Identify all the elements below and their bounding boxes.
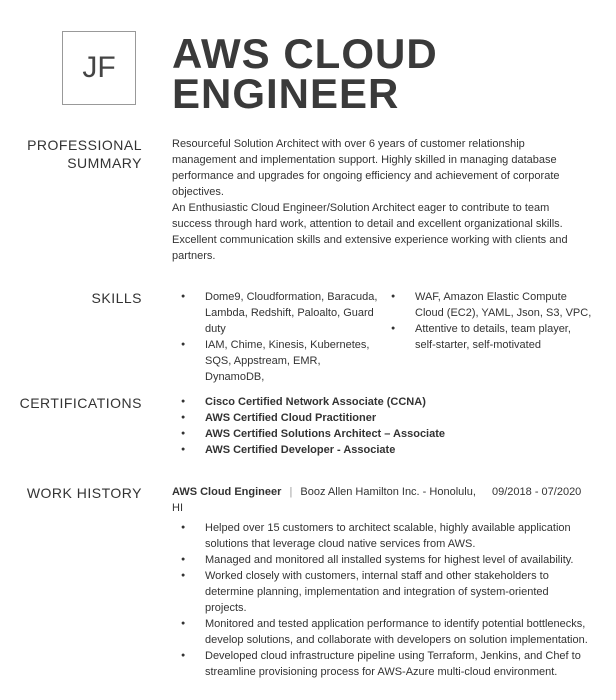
certifications-heading: CERTIFICATIONS (19, 395, 142, 411)
certification-item: ● Cisco Certified Network Associate (CCNA) (172, 394, 592, 410)
certification-item: ● AWS Certified Developer - Associate (172, 442, 592, 458)
certifications-list (172, 394, 592, 458)
skills-list (172, 289, 592, 385)
job-title: AWS Cloud Engineer (172, 486, 282, 498)
certification-item: ● AWS Certified Solutions Architect – Associate (172, 426, 592, 442)
skill-item: ● IAM, Chime, Kinesis, Kubernetes, SQS, Appstream, EMR, DynamoDB, (172, 337, 382, 385)
summary-heading-line-2: SUMMARY (67, 155, 142, 171)
job-bullet: ● Worked closely with customers, internal staff and other stakeholders to determine planning, implementation and integration of system-oriented projects. (172, 568, 592, 616)
title-line-1: AWS CLOUD (172, 30, 438, 77)
summary-paragraph: Resourceful Solution Architect with over 6 years of customer relationship management and implementation support. Highly skilled in managing database performance and upgrades for ongoing efficiency and achievement of corporate objectives. (172, 138, 560, 198)
summary-paragraph: An Enthusiastic Cloud Engineer/Solution Architect eager to contribute to team success through hard work, attention to detail and excellent organizational skills. Excellent communication skills and extensive experience working with clients and partners. (172, 202, 568, 262)
job-company: Booz Allen Hamilton Inc. - Honolulu, HI (172, 486, 476, 514)
job-bullet: ● Helped over 15 customers to architect scalable, highly available application solutions that leverage cloud native services from AWS. (172, 520, 592, 552)
job-dates: 09/2018 - 07/2020 (492, 486, 582, 498)
summary-heading-line-1: PROFESSIONAL (27, 137, 142, 153)
job-bullet: ● Managed and monitored all installed systems for highest level of availability. (172, 552, 592, 568)
work-history-heading: WORK HISTORY (26, 485, 142, 501)
summary-text (172, 136, 592, 264)
summary-heading (27, 136, 142, 172)
separator: | (289, 486, 293, 498)
skill-item: ● Dome9, Cloudformation, Baracuda, Lambda, Redshift, Paloalto, Guard duty (172, 289, 382, 337)
job-bullet: ● Developed cloud infrastructure pipeline using Terraform, Jenkins, and Chef to streamline provisioning process for AWS-Azure multi-cloud environment. (172, 648, 592, 680)
job-bullet: ● Monitored and tested application performance to identify potential bottlenecks, develop solutions, and collaborate with developers on solution implementation. (172, 616, 592, 648)
skill-item: ● Attentive to details, team player, self-starter, self-motivated (382, 321, 592, 353)
initials-monogram: JF (62, 31, 136, 105)
title-line-2: ENGINEER (172, 70, 400, 117)
certification-item: ● AWS Certified Cloud Practitioner (172, 410, 592, 426)
skill-item: ● WAF, Amazon Elastic Compute Cloud (EC2), YAML, Json, S3, VPC, (382, 289, 592, 321)
skills-heading: SKILLS (91, 290, 142, 306)
job-entry (172, 484, 592, 680)
resume-title (172, 30, 438, 117)
